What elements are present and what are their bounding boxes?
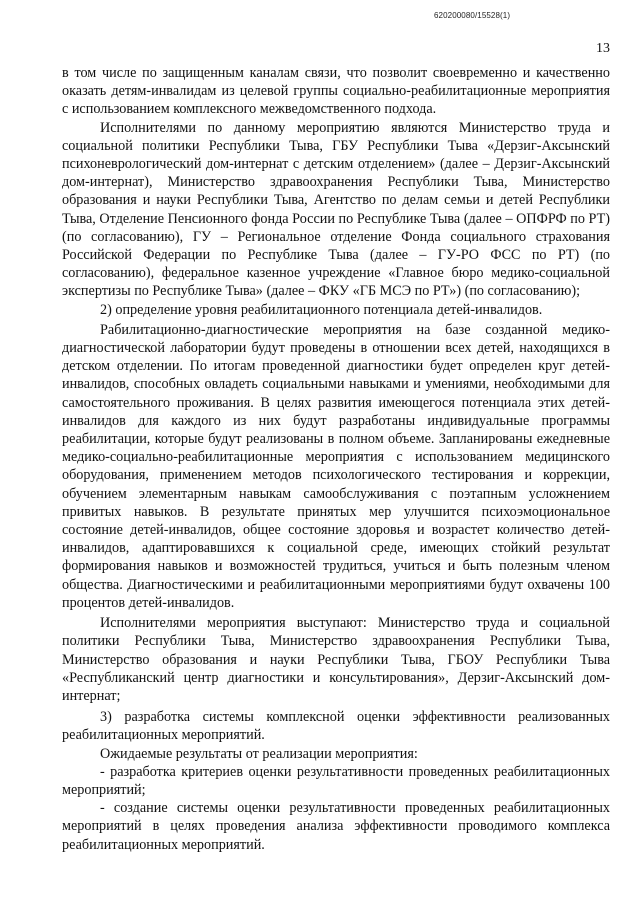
paragraph-rehabilitation: Рабилитационно-диагностические мероприятия на базе созданной медико-диагностической лаборатории будут проведены в отношении всех детей, находящихся в детском отделении. По итогам проведенной диагностики будет определен круг детей-инвалидов, способных овладеть социальными навыками и умениями, необходимыми для самостоятельного проживания. В целях развития имеющегося потенциала этих детей-инвалидов для каждого из них будут разработаны индивидуальные программы реабилитации, которые будут реализованы в полном объеме. Запланированы ежедневные медико-социально-реабилитационные мероприятия с использованием медицинского оборудования, применением методов психологического тестирования и коррекции, обучением элементарным навыкам самообслуживания с поэтапным усложнением привитых навыков. В результате принятых мер улучшится психоэмоциональное состояние детей-инвалидов, общее состояние здоровья и возрастет количество детей-инвалидов, адаптировавшихся к социальной среде, имеющих стойкий результат формирования навыков и возможностей трудиться, учиться и быть полезным членом общества. Диагностическими и реабилитационными мероприятиями будут охвачены 100 процентов детей-инвалидов. — [62, 321, 610, 611]
paragraph-executors-2: Исполнителями мероприятия выступают: Министерство труда и социальной политики Республики Тыва, Министерство здравоохранения Республики Тыва, Министерство образования и науки Республики Тыва, ГБОУ Республики Тыва «Республиканский центр диагностики и консультирования», Дерзиг-Аксынский дом-интернат; — [62, 615, 610, 704]
paragraph-item-3: 3) разработка системы комплексной оценки эффективности реализованных реабилитационных мероприятий. — [62, 709, 610, 744]
paragraph-result-2: - создание системы оценки результативности проведенных реабилитационных мероприятий в целях проведения анализа эффективности проводимого комплекса реабилитационных мероприятий. — [62, 800, 610, 853]
document-id: 620200080/15528(1) — [434, 11, 511, 20]
document-body — [62, 64, 610, 854]
paragraph-expected-results: Ожидаемые результаты от реализации мероприятия: — [100, 745, 418, 762]
page-number: 13 — [596, 41, 610, 56]
paragraph-executors: Исполнителями по данному мероприятию являются Министерство труда и социальной политики Республики Тыва, ГБУ Республики Тыва «Дерзиг-Аксынский психоневрологический дом-интернат с детским отделением» (далее – Дерзиг-Аксынский дом-интернат), Министерство здравоохранения Республики Тыва, Министерство образования и науки Республики Тыва, Агентство по делам семьи и детей Республики Тыва, Отделение Пенсионного фонда России по Республике Тыва (далее – ОПФРФ по РТ) (по согласованию), ГУ – Региональное отделение Фонда социального страхования Российской Федерации по Республике Тыва (далее – ГУ-РО ФСС по РТ) (по согласованию), федеральное казенное учреждение «Главное бюро медико-социальной экспертизы по Республике Тыва» (далее – ФКУ «ГБ МСЭ по РТ») (по согласованию); — [62, 119, 610, 300]
paragraph-item-2: 2) определение уровня реабилитационного потенциала детей-инвалидов. — [100, 301, 543, 318]
paragraph-result-1: - разработка критериев оценки результативности проведенных реабилитационных мероприятий; — [62, 763, 610, 798]
paragraph-continuation: в том числе по защищенным каналам связи, что позволит своевременно и качественно оказать детям-инвалидам из целевой группы социально-реабилитационные мероприятия с использованием комплексного межведомственного подхода. — [62, 65, 610, 118]
